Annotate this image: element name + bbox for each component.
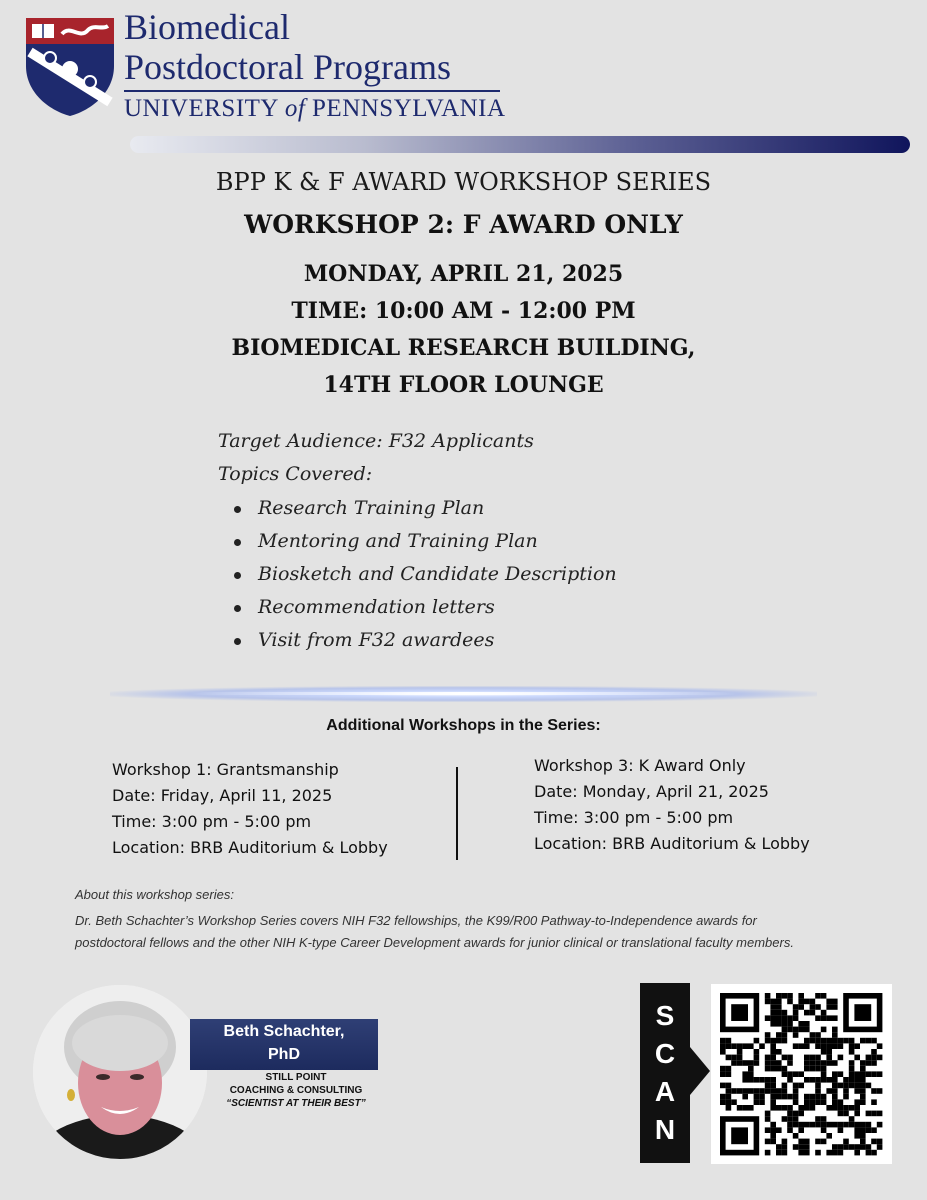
about-line: Dr. Beth Schachter’s Workshop Series covers NIH F32 fellowships, the K99/R00 Pathway-to-Independence awards for	[75, 913, 757, 928]
affiliation-line1: STILL POINT	[265, 1072, 327, 1083]
about-text	[75, 910, 794, 954]
topics-list	[230, 492, 617, 657]
bullet-icon	[234, 572, 241, 579]
workshop-1-time: Time: 3:00 pm - 5:00 pm	[112, 812, 312, 831]
event-location-line2: 14TH FLOOR LOUNGE	[323, 372, 604, 398]
scan-label: S C A N	[654, 1000, 676, 1145]
list-item: Visit from F32 awardees	[230, 624, 617, 657]
bullet-icon	[234, 506, 241, 513]
affiliation-line2: COACHING & CONSULTING	[229, 1085, 363, 1096]
workshop-1-location: Location: BRB Auditorium & Lobby	[112, 838, 388, 857]
bullet-icon	[234, 539, 241, 546]
affiliation-tagline: “SCIENTIST AT THEIR BEST”	[226, 1098, 366, 1109]
list-item: Recommendation letters	[230, 591, 617, 624]
speaker-name: Beth Schachter,	[223, 1023, 345, 1040]
qr-code[interactable]	[711, 984, 892, 1164]
university-name: UNIVERSITY of PENNSYLVANIA	[124, 95, 506, 122]
workshop-1-details	[112, 757, 388, 861]
workshop-3-details	[534, 753, 810, 857]
additional-workshops-heading: Additional Workshops in the Series:	[326, 717, 601, 734]
event-date: MONDAY, APRIL 21, 2025	[303, 261, 624, 287]
workshop-1-date: Date: Friday, April 11, 2025	[112, 786, 333, 805]
bullet-icon	[234, 638, 241, 645]
list-item: Biosketch and Candidate Description	[230, 558, 617, 591]
header-gradient-bar	[130, 136, 910, 153]
penn-shield-logo	[22, 14, 118, 118]
workshop-title: WORKSHOP 2: F AWARD ONLY	[244, 210, 683, 239]
speaker-photo	[33, 985, 207, 1159]
workshop-3-time: Time: 3:00 pm - 5:00 pm	[534, 808, 734, 827]
org-divider	[124, 90, 500, 92]
target-audience: Target Audience: F32 Applicants	[218, 430, 534, 452]
workshop-3-date: Date: Monday, April 21, 2025	[534, 782, 769, 801]
list-item: Research Training Plan	[230, 492, 617, 525]
workshops-divider	[456, 767, 458, 860]
org-name-line1: Biomedical	[124, 7, 290, 47]
series-title: BPP K & F AWARD WORKSHOP SERIES	[215, 168, 712, 196]
topics-label: Topics Covered:	[218, 463, 373, 485]
glow-divider-core	[190, 692, 737, 695]
qr-code-icon	[711, 984, 892, 1164]
bullet-icon	[234, 605, 241, 612]
scan-arrow-icon	[690, 1047, 710, 1095]
speaker-degree: PhD	[268, 1046, 300, 1063]
about-line: postdoctoral fellows and the other NIH K-type Career Development awards for junior clinical or translational faculty members.	[75, 935, 794, 950]
workshop-1-title: Workshop 1: Grantsmanship	[112, 760, 339, 779]
event-time: TIME: 10:00 AM - 12:00 PM	[291, 298, 636, 324]
speaker-affiliation	[208, 1071, 384, 1110]
about-label: About this workshop series:	[75, 887, 234, 902]
event-location-line1: BIOMEDICAL RESEARCH BUILDING,	[231, 335, 696, 361]
workshop-3-location: Location: BRB Auditorium & Lobby	[534, 834, 810, 853]
workshop-3-title: Workshop 3: K Award Only	[534, 756, 746, 775]
speaker-name-banner	[190, 1019, 378, 1070]
org-name-line2: Postdoctoral Programs	[124, 47, 451, 87]
speaker-avatar	[33, 985, 207, 1159]
list-item: Mentoring and Training Plan	[230, 525, 617, 558]
